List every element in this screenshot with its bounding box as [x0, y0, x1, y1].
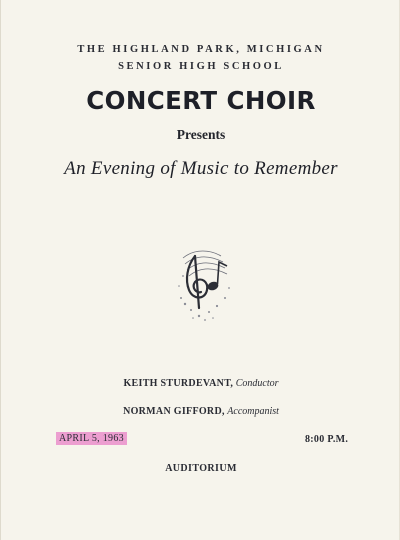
school-name-line-2: SENIOR HIGH SCHOOL: [118, 61, 284, 72]
presents-label: Presents: [176, 127, 226, 142]
conductor-role: Conductor: [235, 378, 279, 389]
music-note-emblem-icon: [169, 236, 239, 326]
accompanist-role: Accompanist: [227, 406, 279, 417]
conductor-credit: [1, 378, 400, 389]
program-subtitle: An Evening of Music to Remember: [64, 158, 338, 179]
concert-date: APRIL 5, 1963: [56, 432, 127, 445]
program-title: CONCERT CHOIR: [86, 86, 316, 115]
accompanist-credit: [1, 406, 400, 417]
emblem-note: [207, 262, 227, 291]
conductor-name: KEITH STURDEVANT,: [123, 378, 234, 389]
emblem-clef: [187, 256, 207, 308]
school-name-line-1: THE HIGHLAND PARK, MICHIGAN: [77, 44, 325, 55]
concert-venue: AUDITORIUM: [165, 463, 237, 474]
accompanist-name: NORMAN GIFFORD,: [123, 406, 225, 417]
concert-time: 8:00 P.M.: [305, 434, 349, 445]
